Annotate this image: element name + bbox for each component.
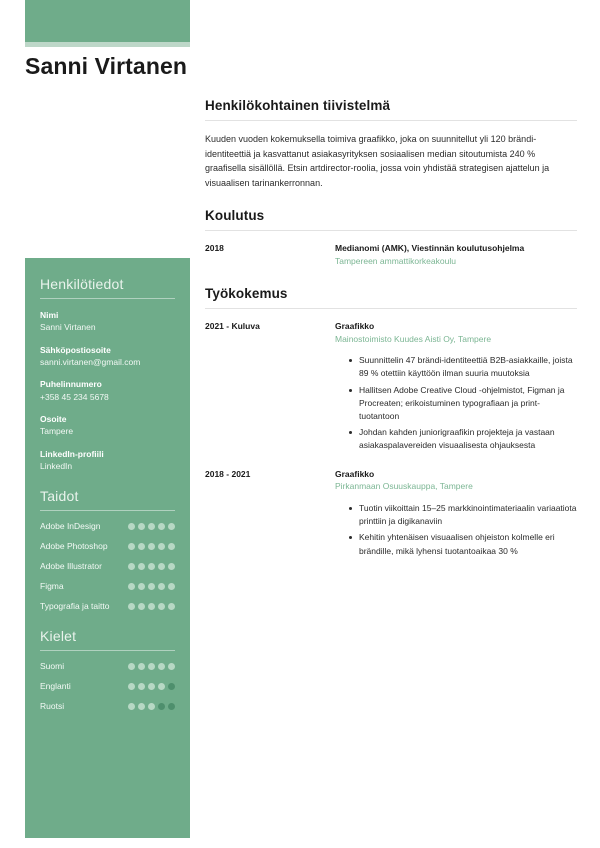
- education-entry-degree: Medianomi (AMK), Viestinnän koulutusohjelma: [335, 243, 525, 254]
- experience-entry-date: 2018 - 2021: [205, 468, 251, 479]
- skill-item: [40, 581, 175, 592]
- education-entries: [205, 242, 577, 268]
- language-item-label: Suomi: [40, 661, 65, 672]
- experience-entry-organization: Mainostoimisto Kuudes Aisti Oy, Tampere: [335, 333, 492, 344]
- skill-item-label: Typografia ja taitto: [40, 601, 110, 612]
- rating-dot: [128, 583, 135, 590]
- experience-bullet: Hallitsen Adobe Creative Cloud -ohjelmistot, Figman ja Procreaten; erikoistuminen typografiaan ja print-tuotantoon: [349, 384, 577, 424]
- rating-dot: [168, 543, 175, 550]
- education-entry: [205, 242, 577, 268]
- personal-detail-value: Tampere: [40, 426, 74, 437]
- skill-item-rating: [128, 523, 175, 530]
- skill-item: [40, 541, 175, 552]
- personal-detail-label: Puhelinnumero: [40, 379, 102, 390]
- skill-item-label: Adobe Illustrator: [40, 561, 102, 572]
- rating-dot: [168, 523, 175, 530]
- sidebar-section-languages: [40, 628, 175, 712]
- personal-detail-value: +358 45 234 5678: [40, 391, 109, 402]
- summary-heading: Henkilökohtainen tiivistelmä: [205, 98, 577, 121]
- personal-detail-value: sanni.virtanen@gmail.com: [40, 356, 141, 367]
- language-item: [40, 661, 175, 672]
- skill-item: [40, 561, 175, 572]
- skill-item-rating: [128, 583, 175, 590]
- rating-dot: [128, 603, 135, 610]
- skill-item-label: Adobe InDesign: [40, 521, 101, 532]
- education-entry-detail: [335, 242, 577, 268]
- section-education: [205, 208, 577, 268]
- experience-entry-role: Graafikko: [335, 468, 375, 479]
- page-title: Sanni Virtanen: [25, 53, 188, 79]
- language-item-rating: [128, 663, 175, 670]
- experience-entry: [205, 468, 577, 561]
- skill-item-label: Figma: [40, 581, 64, 592]
- language-item: [40, 701, 175, 712]
- rating-dot: [158, 603, 165, 610]
- rating-dot: [138, 683, 145, 690]
- languages-list: [40, 661, 175, 712]
- sidebar: [25, 258, 190, 838]
- personal-detail-item: [40, 344, 175, 369]
- sidebar-personal-title: Henkilötiedot: [40, 276, 175, 299]
- experience-entries: [205, 320, 577, 561]
- experience-bullet: Kehitin yhtenäisen visuaalisen ohjeiston kolmelle eri brändille, mikä lyhensi tuotantoaikaa 30 %: [349, 531, 577, 557]
- rating-dot: [128, 523, 135, 530]
- rating-dot: [168, 583, 175, 590]
- rating-dot: [138, 583, 145, 590]
- rating-dot: [158, 523, 165, 530]
- rating-dot: [168, 703, 175, 710]
- rating-dot: [128, 663, 135, 670]
- education-heading: Koulutus: [205, 208, 577, 231]
- education-entry-date: 2018: [205, 243, 224, 254]
- rating-dot: [148, 663, 155, 670]
- rating-dot: [138, 663, 145, 670]
- rating-dot: [168, 683, 175, 690]
- personal-detail-label: Sähköpostiosoite: [40, 344, 111, 355]
- experience-entry-bullets: [335, 502, 577, 558]
- rating-dot: [168, 663, 175, 670]
- experience-entry-organization: Pirkanmaan Osuuskauppa, Tampere: [335, 481, 473, 492]
- rating-dot: [148, 583, 155, 590]
- rating-dot: [138, 603, 145, 610]
- experience-heading: Työkokemus: [205, 286, 577, 309]
- rating-dot: [128, 563, 135, 570]
- rating-dot: [128, 543, 135, 550]
- rating-dot: [128, 703, 135, 710]
- personal-detail-item: [40, 378, 175, 403]
- rating-dot: [148, 703, 155, 710]
- experience-entry-date: 2021 - Kuluva: [205, 320, 260, 331]
- language-item-rating: [128, 683, 175, 690]
- rating-dot: [148, 603, 155, 610]
- experience-entry: [205, 320, 577, 456]
- language-item-label: Ruotsi: [40, 701, 65, 712]
- summary-text: Kuuden vuoden kokemuksella toimiva graafikko, joka on suunnitellut yli 120 brändi-identiteettiä ja kasvattanut asiakasyrityksen sosiaalisen median sitoutumista 240 % graafisella sisällöllä. Etsin artdirector-roolia, jossa voin yhdistää strategisen ajattelun ja visuaalisen tarinankerronnan.: [205, 134, 550, 188]
- rating-dot: [138, 543, 145, 550]
- personal-detail-item: [40, 448, 175, 473]
- personal-detail-item: [40, 309, 175, 334]
- rating-dot: [128, 683, 135, 690]
- skill-item: [40, 601, 175, 612]
- rating-dot: [158, 703, 165, 710]
- experience-entry-role: Graafikko: [335, 320, 375, 331]
- main-content: [205, 98, 577, 579]
- sidebar-section-personal-details: [40, 276, 175, 472]
- education-entry-institution: Tampereen ammattikorkeakoulu: [335, 256, 456, 267]
- rating-dot: [158, 543, 165, 550]
- skill-item-rating: [128, 563, 175, 570]
- rating-dot: [168, 563, 175, 570]
- rating-dot: [148, 563, 155, 570]
- experience-bullet: Johdan kahden juniorigraafikin projekteja ja vastaan asiakaspalavereiden visuaalisesta ohjauksesta: [349, 426, 577, 452]
- rating-dot: [168, 603, 175, 610]
- skills-list: [40, 521, 175, 612]
- personal-details-list: [40, 309, 175, 472]
- personal-detail-value: LinkedIn: [40, 460, 73, 471]
- rating-dot: [158, 663, 165, 670]
- experience-bullet: Tuotin viikoittain 15–25 markkinointimateriaalin variaatiota printtiin ja digikanaviin: [349, 502, 577, 528]
- personal-detail-label: LinkedIn-profiili: [40, 448, 104, 459]
- experience-bullet: Suunnittelin 47 brändi-identiteettiä B2B-asiakkaille, joista 89 % otettiin käyttöön ilman suuria muutoksia: [349, 354, 577, 380]
- header-accent-strip: [25, 42, 190, 47]
- rating-dot: [158, 563, 165, 570]
- rating-dot: [148, 683, 155, 690]
- rating-dot: [138, 703, 145, 710]
- skill-item: [40, 521, 175, 532]
- experience-entry-detail: [335, 320, 577, 456]
- sidebar-languages-title: Kielet: [40, 628, 175, 651]
- rating-dot: [158, 683, 165, 690]
- section-experience: [205, 286, 577, 561]
- rating-dot: [158, 583, 165, 590]
- language-item-label: Englanti: [40, 681, 71, 692]
- section-personal-summary: [205, 98, 577, 190]
- skill-item-rating: [128, 543, 175, 550]
- header-accent-bar: [25, 0, 190, 42]
- experience-entry-bullets: [335, 354, 577, 452]
- personal-detail-label: Osoite: [40, 413, 67, 424]
- personal-detail-value: Sanni Virtanen: [40, 322, 96, 333]
- skill-item-label: Adobe Photoshop: [40, 541, 108, 552]
- experience-entry-detail: [335, 468, 577, 561]
- rating-dot: [148, 543, 155, 550]
- personal-detail-item: [40, 413, 175, 438]
- skill-item-rating: [128, 603, 175, 610]
- language-item-rating: [128, 703, 175, 710]
- language-item: [40, 681, 175, 692]
- sidebar-section-skills: [40, 488, 175, 612]
- rating-dot: [138, 523, 145, 530]
- rating-dot: [138, 563, 145, 570]
- personal-detail-label: Nimi: [40, 310, 59, 320]
- sidebar-skills-title: Taidot: [40, 488, 175, 511]
- rating-dot: [148, 523, 155, 530]
